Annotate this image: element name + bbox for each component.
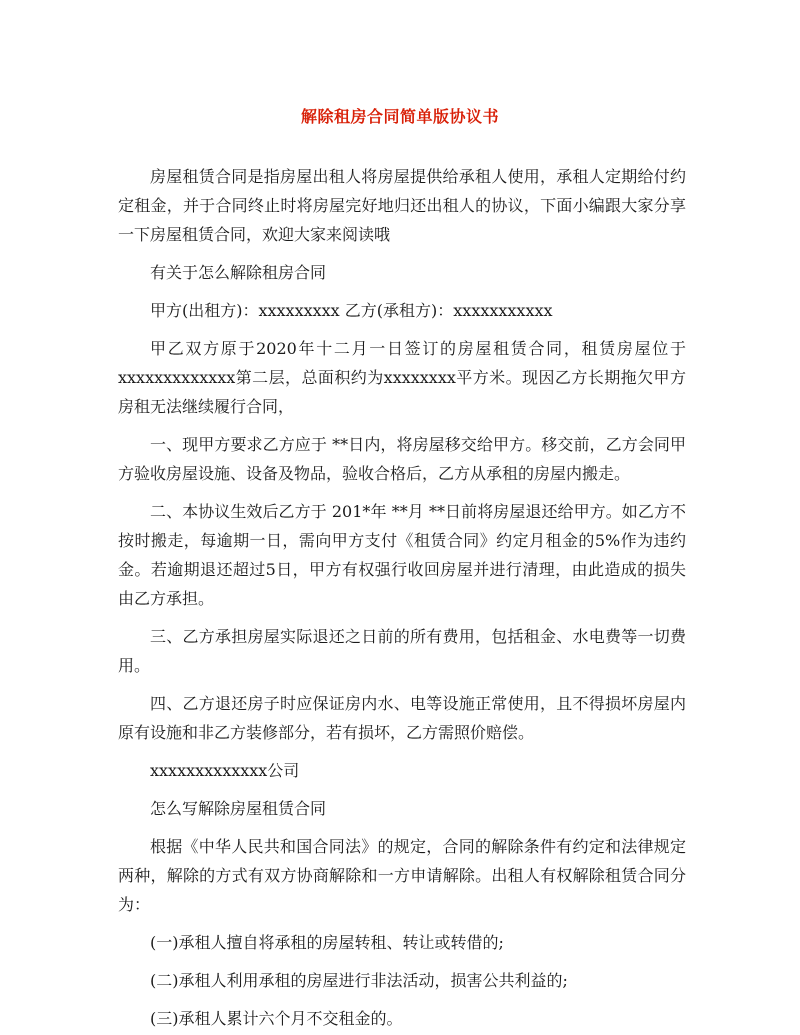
paragraph-background: 甲乙双方原于2020年十二月一日签订的房屋租赁合同，租赁房屋位于xxxxxxxxxxxxx第二层，总面积约为xxxxxxxx平方米。现因乙方长期拖欠甲方房租无法继续履行合同， <box>118 339 686 416</box>
paragraph-item-3: (三)承租人累计六个月不交租金的。 <box>150 1009 403 1028</box>
document-title: 解除租房合同简单版协议书 <box>300 107 499 126</box>
paragraph-clause-4: 四、乙方退还房子时应保证房内水、电等设施正常使用，且不得损坏房屋内原有设施和非乙方装修部分，若有损坏，乙方需照价赔偿。 <box>118 694 686 742</box>
paragraph-parties: 甲方(出租方)：xxxxxxxxx 乙方(承租方)：xxxxxxxxxxx <box>150 301 553 320</box>
document-body <box>118 162 686 1033</box>
paragraph-company: xxxxxxxxxxxxx公司 <box>150 761 300 780</box>
paragraph-legal-basis: 根据《中华人民共和国合同法》的规定，合同的解除条件有约定和法律规定两种，解除的方式有双方协商解除和一方申请解除。出租人有权解除租赁合同分为： <box>118 837 686 914</box>
paragraph-intro: 房屋租赁合同是指房屋出租人将房屋提供给承租人使用，承租人定期给付约定租金，并于合同终止时将房屋完好地归还出租人的协议，下面小编跟大家分享一下房屋租赁合同，欢迎大家来阅读哦 <box>118 167 686 244</box>
paragraph-item-1: (一)承租人擅自将承租的房屋转租、转让或转借的; <box>150 933 504 952</box>
paragraph-item-2: (二)承租人利用承租的房屋进行非法活动，损害公共利益的; <box>150 971 568 990</box>
paragraph-clause-2: 二、本协议生效后乙方于 201*年 **月 **日前将房屋退还给甲方。如乙方不按时搬走，每逾期一日，需向甲方支付《租赁合同》约定月租金的5%作为违约金。若逾期退还超过5日，甲方有权强行收回房屋并进行清理，由此造成的损失由乙方承担。 <box>118 502 686 608</box>
paragraph-heading-how-to-terminate: 有关于怎么解除租房合同 <box>150 263 327 282</box>
paragraph-clause-1: 一、现甲方要求乙方应于 **日内，将房屋移交给甲方。移交前，乙方会同甲方验收房屋设施、设备及物品，验收合格后，乙方从承租的房屋内搬走。 <box>118 435 686 483</box>
paragraph-heading-how-to-write: 怎么写解除房屋租赁合同 <box>150 799 327 818</box>
paragraph-clause-3: 三、乙方承担房屋实际退还之日前的所有费用，包括租金、水电费等一切费用。 <box>118 627 686 675</box>
